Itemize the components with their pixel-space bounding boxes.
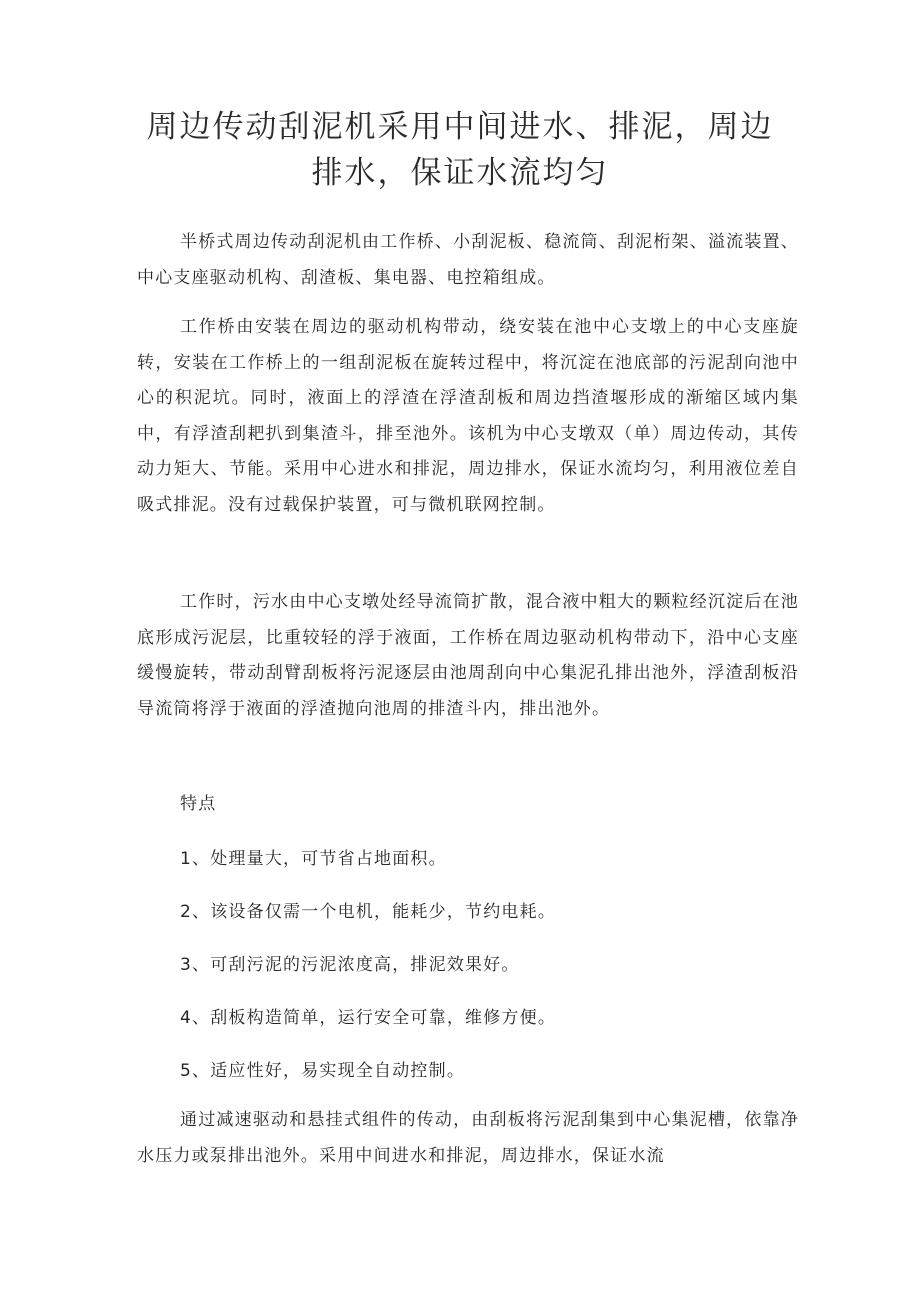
paragraph-composition: 半桥式周边传动刮泥机由工作桥、小刮泥板、稳流筒、刮泥桁架、溢流装置、中心支座驱动机构、刮渣板、集电器、电控箱组成。	[137, 232, 799, 288]
feature-item: 5、适应性好，易实现全自动控制。	[180, 1061, 466, 1081]
features-heading: 特点	[180, 794, 217, 814]
document-title	[120, 104, 800, 196]
feature-item: 2、该设备仅需一个电机，能耗少，节约电耗。	[180, 902, 557, 922]
paragraph-working-bridge: 工作桥由安装在周边的驱动机构带动，绕安装在池中心支墩上的中心支座旋转，安装在工作桥上的一组刮泥板在旋转过程中，将沉淀在池底部的污泥刮向池中心的积泥坑。同时，液面上的浮渣在浮渣刮板和周边挡渣堰形成的渐缩区域内集中，有浮渣刮耙扒到集渣斗，排至池外。该机为中心支墩双（单）周边传动，其传动力矩大、节能。采用中心进水和排泥，周边排水，保证水流均匀，利用液位差自吸式排泥。没有过载保护装置，可与微机联网控制。	[137, 317, 799, 515]
feature-item: 3、可刮污泥的污泥浓度高，排泥效果好。	[180, 955, 520, 975]
title-line-1: 周边传动刮泥机采用中间进水、排泥，周边	[146, 109, 774, 145]
paragraph-operation: 工作时，污水由中心支墩处经导流筒扩散，混合液中粗大的颗粒经沉淀后在池底形成污泥层，比重较轻的浮于液面，工作桥在周边驱动机构带动下，沿中心支座缓慢旋转，带动刮臂刮板将污泥逐层由池周刮向中心集泥孔排出池外，浮渣刮板沿导流筒将浮于液面的浮渣抛向池周的排渣斗内，排出池外。	[137, 592, 799, 719]
title-line-2: 排水，保证水流均匀	[311, 155, 609, 191]
feature-item: 1、处理量大，可节省占地面积。	[180, 849, 447, 869]
paragraph-closing: 通过减速驱动和悬挂式组件的传动，由刮板将污泥刮集到中心集泥槽，依靠净水压力或泵排出池外。采用中间进水和排泥，周边排水，保证水流	[137, 1110, 799, 1166]
feature-item: 4、刮板构造简单，运行安全可靠，维修方便。	[180, 1008, 557, 1028]
